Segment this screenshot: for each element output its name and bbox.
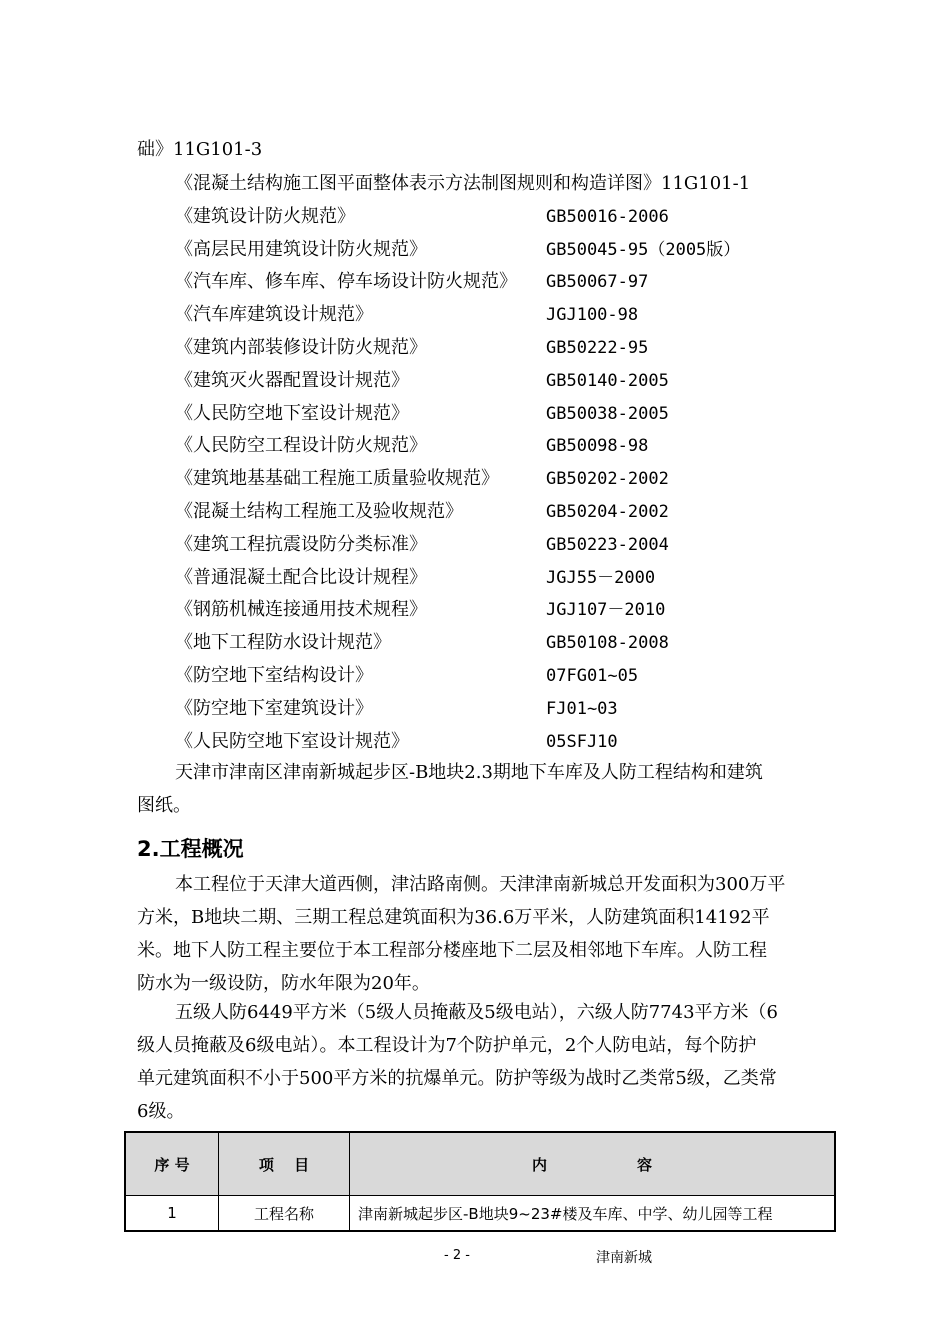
drawings-paragraph bbox=[137, 756, 827, 822]
reference-title: 《人民防空地下室设计规范》 bbox=[175, 402, 409, 424]
overview-paragraph-2 bbox=[137, 996, 827, 1128]
cell-no: 1 bbox=[125, 1196, 219, 1232]
overview2-line-1: 五级人防6449平方米（5级人员掩蔽及5级电站），六级人防7743平方米（6 bbox=[175, 1002, 778, 1023]
drawings-line-1: 天津市津南区津南新城起步区-B地块2.3期地下车库及人防工程结构和建筑 bbox=[175, 762, 763, 783]
reference-title: 《建筑设计防火规范》 bbox=[175, 205, 355, 227]
reference-title: 《人民防空工程设计防火规范》 bbox=[175, 435, 427, 457]
reference-title: 《建筑工程抗震设防分类标准》 bbox=[175, 533, 427, 555]
reference-code: 05SFJ10 bbox=[546, 731, 618, 752]
overview-paragraph-1 bbox=[137, 868, 827, 1000]
project-info-table bbox=[124, 1131, 836, 1232]
overview2-line-3: 单元建筑面积不小于500平方米的抗爆单元。防护等级为战时乙类常5级，乙类常 bbox=[137, 1068, 777, 1089]
reference-code: JGJ55－2000 bbox=[546, 567, 656, 588]
cell-content: 津南新城起步区-B地块9~23#楼及车库、中学、幼儿园等工程 bbox=[350, 1196, 836, 1232]
overview1-line-2: 方米，B地块二期、三期工程总建筑面积为36.6万平米，人防建筑面积14192平 bbox=[137, 907, 770, 928]
table-header-row bbox=[125, 1132, 835, 1196]
reference-code: 07FG01~05 bbox=[546, 666, 639, 686]
table-row bbox=[125, 1196, 835, 1232]
reference-code: JGJ100-98 bbox=[546, 305, 639, 326]
reference-code: JGJ107－2010 bbox=[546, 600, 666, 621]
header-item: 项 目 bbox=[219, 1132, 350, 1196]
reference-title: 《建筑灭火器配置设计规范》 bbox=[175, 369, 409, 391]
continuation-line: 础》11G101-3 bbox=[137, 139, 263, 160]
section-heading: 2.工程概况 bbox=[137, 837, 244, 861]
reference-title: 《建筑地基基础工程施工质量验收规范》 bbox=[175, 468, 499, 490]
footer-brand: 津南新城 bbox=[596, 1250, 652, 1266]
overview1-line-1: 本工程位于天津大道西侧，津沽路南侧。天津津南新城总开发面积为300万平 bbox=[175, 874, 786, 895]
reference-code: GB50202-2002 bbox=[546, 469, 669, 490]
overview1-line-3: 米。地下人防工程主要位于本工程部分楼座地下二层及相邻地下车库。人防工程 bbox=[137, 940, 767, 961]
reference-code: GB50098-98 bbox=[546, 436, 649, 457]
overview2-line-2: 级人员掩蔽及6级电站）。本工程设计为7个防护单元，2个人防电站，每个防护 bbox=[137, 1035, 757, 1056]
reference-code: GB50223-2004 bbox=[546, 534, 669, 555]
page-number: - 2 - bbox=[444, 1248, 470, 1263]
reference-title: 《地下工程防水设计规范》 bbox=[175, 632, 391, 654]
reference-title: 《混凝土结构施工图平面整体表示方法制图规则和构造详图》11G101-1 bbox=[175, 173, 751, 194]
reference-code: GB50045-95（2005版） bbox=[546, 239, 741, 260]
reference-title: 《钢筋机械连接通用技术规程》 bbox=[175, 599, 427, 621]
reference-title: 《人民防空地下室设计规范》 bbox=[175, 730, 409, 752]
reference-title: 《防空地下室结构设计》 bbox=[175, 665, 373, 686]
header-content: 内 容 bbox=[350, 1132, 836, 1196]
reference-code: GB50204-2002 bbox=[546, 502, 669, 522]
reference-title: 《汽车库、修车库、停车场设计防火规范》 bbox=[175, 271, 517, 293]
reference-title: 《普通混凝土配合比设计规程》 bbox=[175, 566, 427, 588]
reference-code: GB50038-2005 bbox=[546, 403, 669, 424]
reference-code: GB50067-97 bbox=[546, 272, 649, 293]
reference-title: 《建筑内部装修设计防火规范》 bbox=[175, 337, 427, 358]
reference-code: GB50016-2006 bbox=[546, 206, 669, 227]
reference-title: 《汽车库建筑设计规范》 bbox=[175, 304, 373, 326]
reference-code: FJ01~03 bbox=[546, 698, 618, 719]
overview2-line-4: 6级。 bbox=[137, 1101, 185, 1122]
reference-title: 《防空地下室建筑设计》 bbox=[175, 697, 373, 719]
drawings-line-2: 图纸。 bbox=[137, 795, 191, 816]
reference-code: GB50140-2005 bbox=[546, 370, 669, 391]
reference-title: 《高层民用建筑设计防火规范》 bbox=[175, 238, 427, 260]
header-no: 序 号 bbox=[125, 1132, 219, 1196]
reference-title: 《混凝土结构工程施工及验收规范》 bbox=[175, 501, 463, 522]
overview1-line-4: 防水为一级设防，防水年限为20年。 bbox=[137, 973, 430, 994]
reference-code: GB50108-2008 bbox=[546, 633, 669, 654]
reference-code: GB50222-95 bbox=[546, 338, 649, 358]
cell-item: 工程名称 bbox=[219, 1196, 350, 1232]
